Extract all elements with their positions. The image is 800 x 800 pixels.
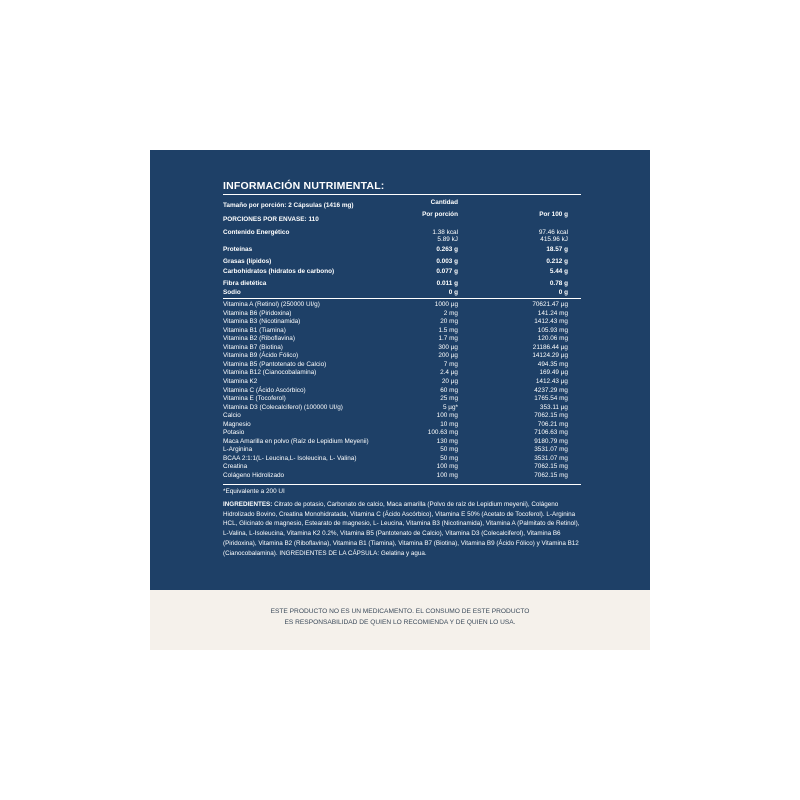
nutrients-label: Vitamina A (Retinol) (250000 UI/g)	[223, 301, 320, 308]
nutrients-portion: 100 mg	[436, 472, 458, 479]
nutrients-portion: 1000 µg	[434, 301, 458, 308]
nutrients-label: Vitamina C (Ácido Ascórbico)	[223, 386, 306, 394]
nutrients-portion: 300 µg	[438, 343, 458, 351]
ingredients-text: Citrato de potasio, Carbonato de calcio, Maca amarilla (Polvo de raíz de Lepidium meyenii), Colágeno Hidrolizado Bovino, Creatina Monohidratada, Vitamina C (Ácido Ascórbico), Vitamina E 50% (Acetato de Tocoferol). L-Arginina HCL, Glicinato de magnesio, Estearato de magnesio, L- Leucina, Vitamina B3 (Nicotinamida), Vitamina A (Palmitato de Retinol), L-Valina, L-Isoleucina, Vitamina K2 0.2%, Vitamina B5 (Pantotenato de Calcio), Vitamina D3 (Colecalciferol), Vitamina B6 (Piridoxina), Vitamina B2 (Riboflavina), Vitamina B1 (Tiamina), Vitamina B7 (Biotina), Vitamina B9 (Ácido Fólico) y Vitamina B12 (Cianocobalamina). INGREDIENTES DE LA CÁPSULA: Gelatina y agua.	[223, 501, 580, 557]
macros-portion: 0.077 g	[436, 268, 458, 275]
nutrients-portion: 10 mg	[440, 420, 458, 428]
energy-kcal-100: 97.46 kcal	[538, 229, 568, 236]
nutrients-portion: 100 mg	[436, 463, 458, 471]
ingredients-label: INGREDIENTES:	[223, 501, 273, 508]
footer-line-1: ESTE PRODUCTO NO ES UN MEDICAMENTO. EL CONSUMO DE ESTE PRODUCTO	[270, 608, 530, 615]
macros-label: Carbohidratos (hidratos de carbono)	[223, 268, 335, 275]
footer	[150, 590, 650, 650]
nutrients-portion: 60 mg	[440, 386, 458, 394]
energy-label: Contenido Energético	[223, 229, 290, 236]
nutrition-panel	[150, 150, 650, 590]
ingredients	[223, 500, 583, 558]
nutrients-label: Colágeno Hidrolizado	[223, 472, 285, 479]
nutrients-portion: 20 µg	[441, 377, 458, 385]
cantidad-header: Cantidad	[430, 199, 458, 206]
nutrients-label: Vitamina D3 (Colecalciferol) (100000 UI/g)	[223, 403, 343, 411]
nutrients-per100: 1412.43 mg	[534, 318, 568, 326]
nutrients-portion: 1.7 mg	[438, 335, 458, 343]
nutrients-label: Vitamina E (Tocoferol)	[223, 395, 286, 403]
nutrients-per100: 7062.15 mg	[534, 412, 568, 420]
nutrients-label: BCAA 2:1:1(L- Leucina,L- Isoleucina, L- Valina)	[223, 454, 357, 462]
nutrients-label: Creatina	[223, 463, 248, 471]
nutrients-per100: 3531.07 mg	[534, 446, 568, 454]
nutrients-per100: 706.21 mg	[537, 420, 568, 428]
nutrients-label: Vitamina B6 (Piridoxina)	[223, 309, 292, 317]
per-portion-header: Por porción	[422, 211, 458, 218]
nutrients-label: Vitamina K2	[223, 377, 258, 385]
nutrients-portion: 20 mg	[440, 318, 458, 326]
macros-portion: 0.263 g	[436, 246, 458, 253]
nutrients-portion: 130 mg	[436, 437, 458, 445]
nutrients-label: Vitamina B5 (Pantotenato de Calcio)	[223, 360, 327, 368]
nutrients-per100: 105.93 mg	[537, 326, 568, 334]
macros-label: Sodio	[223, 289, 241, 296]
nutrients-label: Vitamina B7 (Biotina)	[223, 343, 283, 351]
nutrients-per100: 7062.15 mg	[534, 472, 568, 479]
nutrients-portion: 5 µg*	[442, 403, 458, 411]
nutrients-per100: 9180.79 mg	[534, 437, 568, 445]
footer-line-2: ES RESPONSABILIDAD DE QUIEN LO RECOMIENDA Y DE QUIEN LO USA.	[284, 619, 516, 626]
nutrients-portion: 200 µg	[438, 352, 458, 360]
energy-kj-100: 415.96 kJ	[540, 236, 568, 243]
nutrients-per100: 7106.63 mg	[534, 429, 568, 437]
macros-label: Proteínas	[223, 246, 253, 253]
macros-per100: 5.44 g	[549, 268, 568, 275]
nutrients-portion: 100 mg	[436, 412, 458, 420]
macros-per100: 0.78 g	[549, 280, 568, 287]
nutrients-per100: 353.11 µg	[539, 403, 568, 411]
macros-portion: 0.003 g	[436, 258, 458, 265]
nutrients-portion: 25 mg	[440, 395, 458, 403]
nutrients-label: Vitamina B1 (Tiamina)	[223, 326, 286, 334]
macros-per100: 0 g	[558, 289, 568, 296]
nutrients-label: Magnesio	[223, 420, 251, 428]
nutrients-portion: 2.4 µg	[440, 369, 458, 377]
per-100g-header: Por 100 g	[539, 211, 568, 218]
nutrients-per100: 1765.54 mg	[534, 395, 568, 403]
nutrients-per100: 70621.47 µg	[532, 301, 568, 308]
nutrients-per100: 169.49 µg	[539, 369, 568, 377]
nutrients-label: Calcio	[223, 412, 241, 420]
nutrients-per100: 21186.44 µg	[532, 343, 568, 351]
divider	[223, 194, 581, 195]
nutrients-per100: 7062.15 mg	[534, 463, 568, 471]
nutrients-per100: 3531.07 mg	[534, 454, 568, 462]
nutrients-per100: 14124.29 µg	[532, 352, 568, 360]
macros-per100: 0.212 g	[546, 258, 568, 265]
portions-per-pack: PORCIONES POR ENVASE: 110	[223, 216, 319, 223]
macros-label: Grasas (lípidos)	[223, 258, 272, 265]
nutrients-label: Maca Amarilla en polvo (Raíz de Lepidium Meyenii)	[223, 437, 369, 445]
nutrients-label: Potasio	[223, 429, 245, 437]
nutrients-portion: 50 mg	[440, 454, 458, 462]
nutrients-per100: 141.24 mg	[537, 309, 568, 317]
nutrients-per100: 120.06 mg	[537, 335, 568, 343]
macros-label: Fibra dietética	[223, 280, 267, 287]
macros-per100: 18.57 g	[546, 246, 568, 253]
nutrients-label: L-Arginina	[223, 446, 253, 454]
nutrients-per100: 494.35 mg	[537, 360, 568, 368]
energy-kcal-portion: 1.38 kcal	[432, 229, 458, 236]
nutrients-label: Vitamina B9 (Ácido Fólico)	[223, 352, 299, 360]
macros-portion: 0 g	[448, 289, 458, 296]
nutrients-per100: 1412.43 µg	[535, 377, 568, 385]
nutrients-portion: 1.5 mg	[438, 326, 458, 334]
nutrients-portion: 100.63 mg	[427, 429, 458, 437]
nutrients-per100: 4237.29 mg	[534, 386, 568, 394]
nutrients-label: Vitamina B3 (Nicotinamida)	[223, 318, 301, 326]
macros-portion: 0.011 g	[436, 280, 458, 287]
nutrients-portion: 2 mg	[443, 309, 458, 317]
nutrients-portion: 50 mg	[440, 446, 458, 454]
nutrients-label: Vitamina B12 (Cianocobalamina)	[223, 369, 317, 377]
panel-title: INFORMACIÓN NUTRIMENTAL:	[223, 180, 385, 192]
footnote: *Equivalente a 200 UI	[223, 488, 285, 495]
nutrients-label: Vitamina B2 (Riboflavina)	[223, 335, 295, 343]
divider	[223, 298, 581, 299]
nutrients-portion: 7 mg	[443, 360, 458, 368]
energy-kj-portion: 5.89 kJ	[437, 236, 458, 243]
serving-size: Tamaño por porción: 2 Cápsulas (1416 mg)	[223, 202, 354, 209]
divider	[223, 484, 581, 485]
